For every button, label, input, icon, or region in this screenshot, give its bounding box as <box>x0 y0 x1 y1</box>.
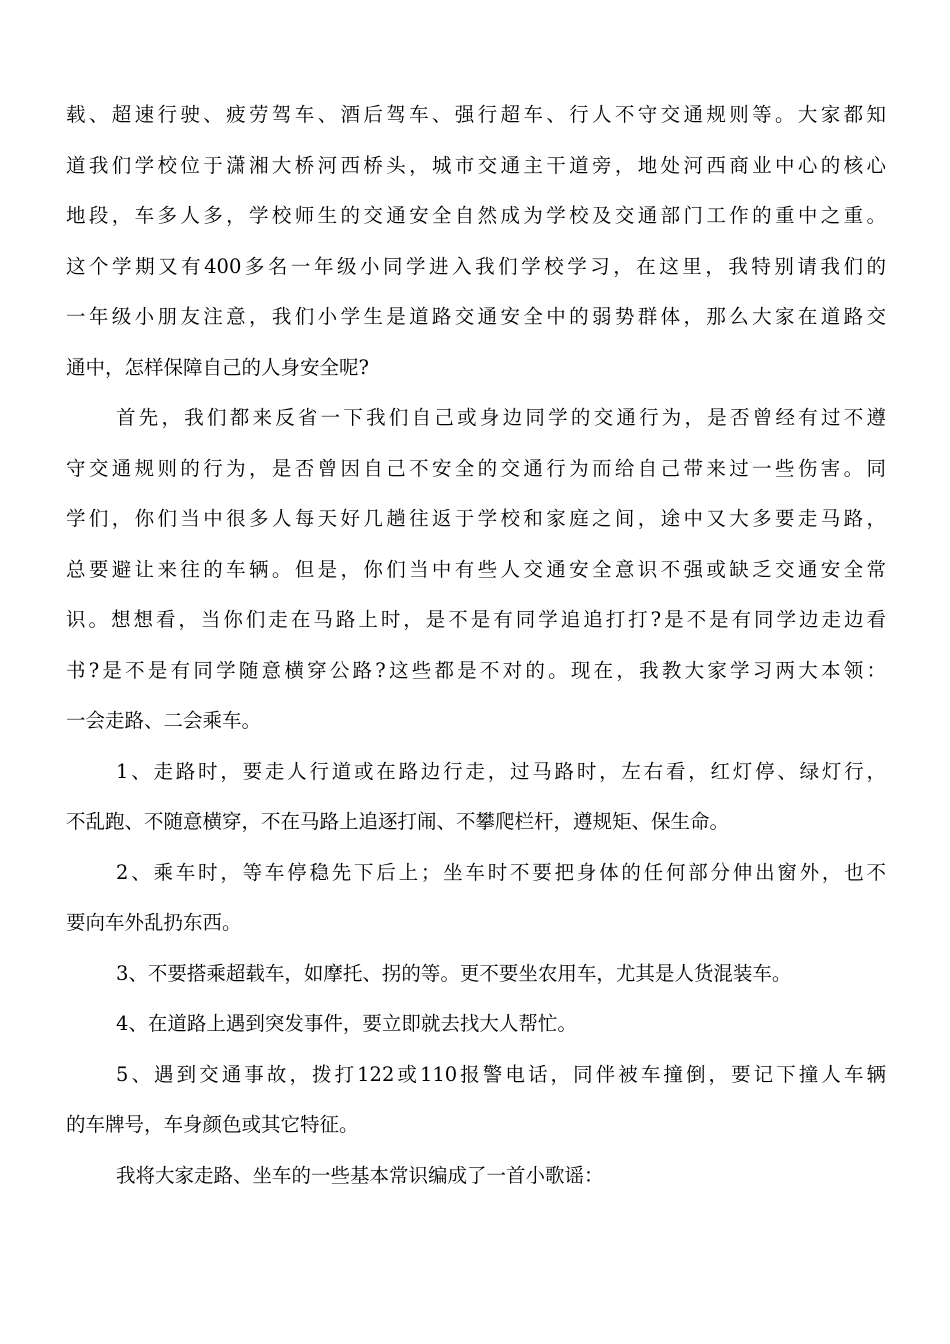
paragraph-first-line: 我将大家走路、坐车的一些基本常识编成了一首小歌谣： <box>116 1163 604 1187</box>
text-line: 通中，怎样保障自己的人身安全呢? <box>66 355 369 379</box>
text-line: 书?是不是有同学随意横穿公路?这些都是不对的。现在，我教大家学习两大本领： <box>66 658 886 682</box>
text-line: 一年级小朋友注意，我们小学生是道路交通安全中的弱势群体，那么大家在道路交 <box>66 305 886 328</box>
text-line: 识。想想看，当你们走在马路上时，是不是有同学追追打打?是不是有同学边走边看 <box>66 608 886 631</box>
text-line: 这个学期又有400多名一年级小同学进入我们学校学习，在这里，我特别请我们的 <box>66 254 886 278</box>
list-item-4: 4、在道路上遇到突发事件，要立即就去找大人帮忙。 <box>116 1012 577 1035</box>
text-line: 总要避让来往的车辆。但是，你们当中有些人交通安全意识不强或缺乏交通安全常 <box>66 557 886 581</box>
text-line: 要向车外乱扔东西。 <box>66 911 242 934</box>
list-item-5: 5、遇到交通事故，拨打122或110报警电话，同伴被车撞倒，要记下撞人车辆 <box>116 1062 886 1086</box>
text-line: 道我们学校位于潇湘大桥河西桥头，城市交通主干道旁，地处河西商业中心的核心 <box>66 153 886 177</box>
document-body <box>66 90 886 1201</box>
text-line: 学们，你们当中很多人每天好几趟往返于学校和家庭之间，途中又大多要走马路， <box>66 507 886 530</box>
text-line: 地段，车多人多，学校师生的交通安全自然成为学校及交通部门工作的重中之重。 <box>66 204 886 227</box>
list-item-1: 1、走路时，要走人行道或在路边行走，过马路时，左右看，红灯停、绿灯行， <box>116 759 886 783</box>
list-item-2: 2、乘车时，等车停稳先下后上；坐车时不要把身体的任何部分伸出窗外，也不 <box>116 860 886 884</box>
text-line: 的车牌号，车身颜色或其它特征。 <box>66 1113 359 1136</box>
text-line: 守交通规则的行为，是否曾因自己不安全的交通行为而给自己带来过一些伤害。同 <box>66 456 886 480</box>
list-item-3: 3、不要搭乘超载车，如摩托、拐的等。更不要坐农用车，尤其是人货混装车。 <box>116 961 792 985</box>
text-line: 不乱跑、不随意横穿，不在马路上追逐打闹、不攀爬栏杆，遵规矩、保生命。 <box>66 810 730 833</box>
paragraph-first-line: 首先，我们都来反省一下我们自己或身边同学的交通行为，是否曾经有过不遵 <box>116 406 886 429</box>
text-line: 载、超速行驶、疲劳驾车、酒后驾车、强行超车、行人不守交通规则等。大家都知 <box>66 103 886 126</box>
text-line: 一会走路、二会乘车。 <box>66 709 262 732</box>
